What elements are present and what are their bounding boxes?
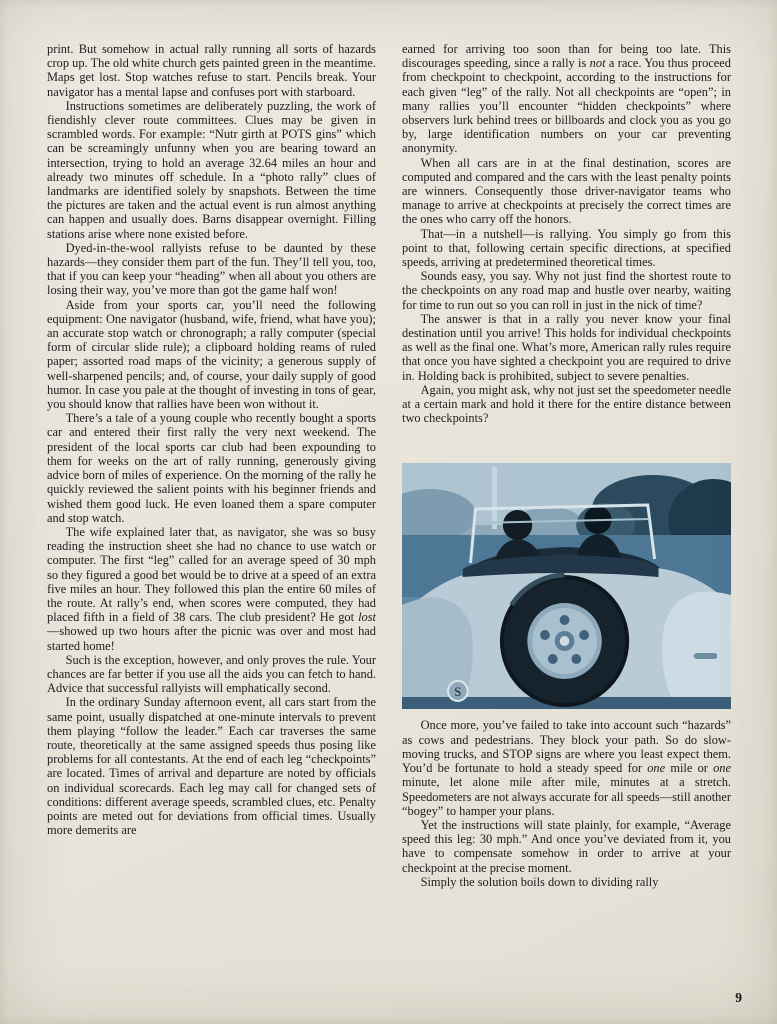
paragraph: print. But somehow in actual rally running all sorts of hazards crop up. The old white church gets painted green in the meantime. Maps get lost. Stop watches refuse to start. Pencils break. Your navigator has a mental lapse and confuses port with starboard. — [47, 42, 376, 99]
right-column-bottom-text — [402, 718, 731, 888]
paragraph: Dyed-in-the-wool rallyists refuse to be daunted by these hazards—they consider them part of the fun. They’ll tell you, too, that if you can keep your “heading” when all about you others are losing their way, you’ve more than got the game half won! — [47, 240, 376, 298]
paragraph: Yet the instructions will state plainly, for example, “Average speed this leg: 30 mph.” And once you’ve deviated from it, you have to compensate somehow in order to arrive at your checkpoint at the precise moment. — [402, 817, 731, 875]
right-column — [402, 42, 731, 889]
paragraph: There’s a tale of a young couple who recently bought a sports car and entered their first rally the very next weekend. The president of the local sports car club had been expounding to them for weeks on the art of rally running, generously giving advice born of miles of experience. On the morning of the rally he quickly reviewed the salient points with his beginner friends and wished them good luck. He even loaned them a spare computer and stop watch. — [47, 411, 376, 525]
car-badge-letter: S — [454, 685, 462, 700]
paragraph: Aside from your sports car, you’ll need the following equipment: One navigator (husband, wife, friend, what have you); an accurate stop watch or chronograph; a rally computer (special form of circular slide rule); a clipboard holding reams of ruled paper; assorted road maps of the vicinity; a generous supply of well-sharpened pencils; and, of course, your daily supply of good humor. In case you pale at the thought of investing in tons of gear, you should know that rallies have been won without it. — [47, 297, 376, 412]
paragraph: Such is the exception, however, and only proves the rule. Your chances are far better if you use all the aids you can fetch to hand. Advice that successful rallyists will emphatically second. — [47, 652, 376, 696]
paragraph: In the ordinary Sunday afternoon event, all cars start from the same point, usually dispatched at one-minute intervals to prevent them playing “follow the leader.” Each car traverses the same route, theoretically at the same assigned speeds thus posing like problems for all contestants. At the end of each leg “checkpoints” are located. Times of arrival and departure are noted by officials on individual scorecards. Each leg may call for changed sets of conditions: different average speeds, scrambled clues, etc. Penalty points are meted out for deviations from official times. Usually more demerits are — [47, 695, 376, 838]
page-number: 9 — [735, 990, 742, 1005]
rally-car-photo-illustration — [402, 463, 731, 709]
paragraph: Instructions sometimes are deliberately puzzling, the work of fiendishly clever route committees. Clues may be given in scrambled words. For example: “Nutr girth at POTS gins” which can be screamingly unfunny when you are bearing toward an intersection, trying to hold an average 32.64 miles an hour and already two minutes off schedule. In a “photo rally” clues of landmarks are identified solely by snapshots. Between the time the pictures are taken and the actual event is run almost anything can happen and usually does. Barns disappear overnight. Filling stations arise where none existed before. — [47, 98, 376, 241]
paragraph: When all cars are in at the final destination, scores are computed and compared and the cars with the least penalty points are winners. Consequently those driver-navigator teams who manage to arrive at checkpoints at precisely the correct times are the ones who carry off the honors. — [402, 155, 731, 227]
paragraph: That—in a nutshell—is rallying. You simply go from this point to that, following certain specific directions, at specified speeds, arriving at predetermined theoretical times. — [402, 226, 731, 270]
page-content — [47, 42, 731, 889]
paragraph: The wife explained later that, as navigator, she was so busy reading the instruction sheet she had no chance to use watch or computer. The first “leg” called for an average speed of 30 mph so they figured a good bet would be to drive at a speed of an extra five miles an hour. They followed this plan the entire 60 miles of the route. At rally’s end, when scores were computed, they had placed fifth in a field of 38 cars. The club president? He got lost—showed up two hours after the picnic was over and most had started home! — [47, 524, 376, 653]
paragraph: Again, you might ask, why not just set the speedometer needle at a certain mark and hold it there for the entire distance between two checkpoints? — [402, 382, 731, 426]
paragraph: Once more, you’ve failed to take into account such “hazards” as cows and pedestrians. They block your path. So do slow-moving trucks, and STOP signs are where you least expect them. You’d be fortunate to hold a steady speed for one mile or one minute, let alone mile after mile, minutes at a stretch. Speedometers are not always accurate for all speeds—still another “bogey” to hamper your plans. — [402, 718, 731, 818]
paragraph: earned for arriving too soon than for being too late. This discourages speeding, since a rally is not a race. You thus proceed from checkpoint to checkpoint, according to the instructions for each given “leg” of the rally. Not all checkpoints are “open”; in many rallies you’ll encounter “hidden checkpoints” where observers lurk behind trees or billboards and clock you as you go by, large identification numbers on your car preventing anonymity. — [402, 42, 731, 156]
rally-car-photo — [402, 463, 731, 709]
paragraph: Sounds easy, you say. Why not just find the shortest route to the checkpoints on any road map and hustle over nearby, waiting for time to run out so you can roll in just in the nick of time? — [402, 269, 731, 312]
paragraph: The answer is that in a rally you never know your final destination until you arrive! This holds for individual checkpoints as well as the final one. What’s more, American rally rules require that once you have sighted a checkpoint you are required to drive in. Holding back is prohibited, subject to severe penalties. — [402, 311, 731, 383]
left-column — [47, 42, 376, 889]
paragraph: Simply the solution boils down to dividing rally — [420, 874, 659, 889]
right-column-top-text — [402, 42, 731, 425]
